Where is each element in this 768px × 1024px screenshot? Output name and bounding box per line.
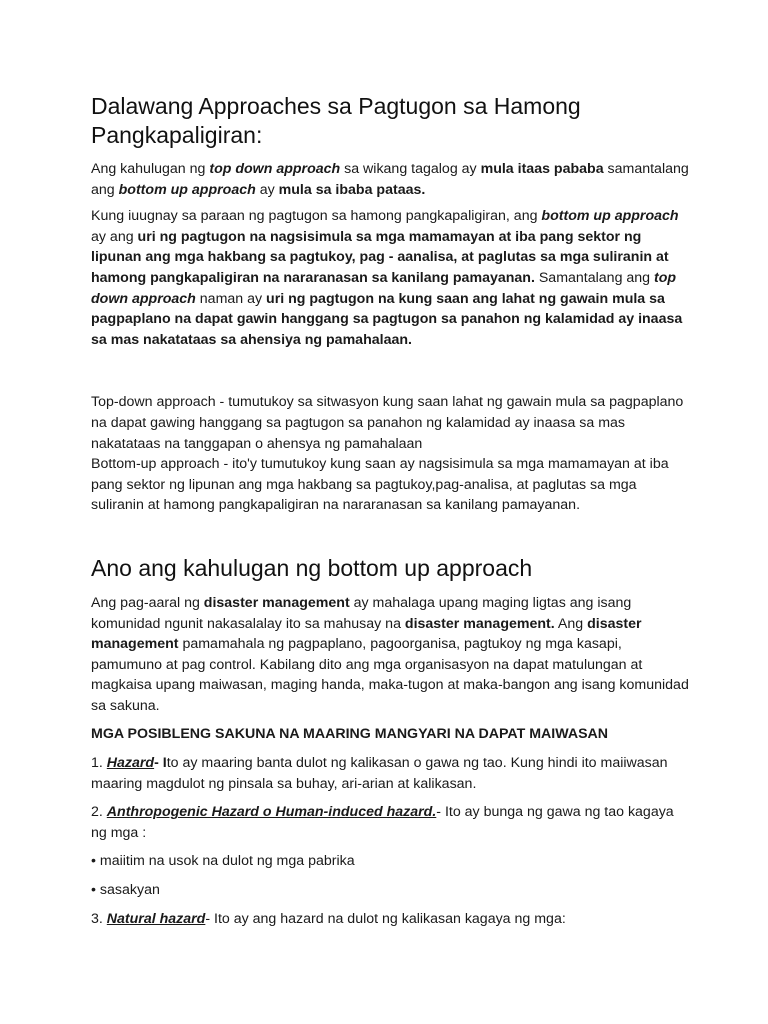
text-span: naman ay bbox=[195, 290, 267, 307]
top-down-definition: Top-down approach - tumutukoy sa sitwasyon kung saan lahat ng gawain mula sa pagpaplano na dapat gawing hanggang sa pagtugon sa panahon ng kalamidad ay inaasa sa mas nakatataas na tanggapan o ahensya ng pamahalaan bbox=[91, 394, 684, 452]
text-span: Ang pag-aaral ng bbox=[91, 594, 204, 611]
item-term: Hazard bbox=[106, 755, 155, 772]
hazards-heading: MGA POSIBLENG SAKUNA NA MAARING MANGYARI NA DAPAT MAIWASAN bbox=[91, 726, 609, 743]
bold-span: disaster management bbox=[91, 615, 642, 653]
list-item-anthropogenic bbox=[91, 802, 691, 843]
text-span: samantalang ang bbox=[91, 161, 689, 198]
text-span: ay mahalaga upang maging ligtas ang isang komunidad ngunit nakasalalay ito sa mahusay na bbox=[91, 594, 632, 632]
list-item-natural bbox=[91, 909, 691, 930]
text-span: ay ang bbox=[91, 228, 138, 245]
bold-span: uri ng pagtugon na kung saan ang lahat ng gawain mula sa pagpaplano na dapat gawin hanggang sa pagtugon sa panahon ng kalamidad ay inaasa sa mas nakatataas sa ahensiya ng pamahalaan. bbox=[91, 290, 683, 348]
text-span: pamamahala ng pagpaplano, pagoorganisa, pagtukoy ng mga kasapi, pamumuno at pag control. Kabilang dito ang mga organisasyon na dapat matulungan at magkaisa upang maiwasan, maging handa, maka-tugon at maka-bangon ang isang komunidad sa sakuna. bbox=[91, 636, 689, 714]
item-number: 2. bbox=[91, 804, 107, 821]
explanation-paragraph bbox=[91, 206, 691, 350]
item-text: - Ito ay bunga ng gawa ng tao kagaya ng mga : bbox=[91, 804, 674, 841]
bullet-item: • sasakyan bbox=[91, 882, 160, 899]
bold-span: disaster management. bbox=[404, 615, 555, 632]
bold-span: uri ng pagtugon na nagsisimula sa mga mamamayan at iba pang sektor ng lipunan ang mga hakbang sa pagtukoy, pag - aanalisa, at paglutas sa mga suliranin at hamong pangkapaligiran na nararanasan sa kanilang pamayanan. bbox=[91, 228, 669, 286]
text-span: Ang kahulugan ng bbox=[91, 161, 210, 177]
document-page bbox=[91, 92, 691, 937]
emphasis-span: top down approach bbox=[209, 161, 341, 177]
emphasis-span: bottom up approach bbox=[541, 208, 679, 225]
bold-span: - I bbox=[154, 755, 167, 772]
text-span: Samantalang ang bbox=[534, 269, 655, 286]
text-span: sa wikang tagalog ay bbox=[340, 161, 481, 177]
bottom-up-definition: Bottom-up approach - ito'y tumutukoy kung saan ay nagsisimula sa mga mamamayan at iba pang sektor ng lipunan ang mga hakbang sa pagtukoy,pag-analisa, at paglutas sa mga suliranin at hamong pangkapaligiran na nararanasan sa kanilang pamayanan. bbox=[91, 456, 669, 514]
item-number: 3. bbox=[91, 910, 107, 927]
disaster-management-paragraph bbox=[91, 593, 691, 717]
emphasis-span: bottom up approach bbox=[118, 181, 256, 198]
list-item-hazard bbox=[91, 753, 691, 794]
item-term: Anthropogenic Hazard o Human-induced hazard. bbox=[106, 804, 437, 821]
bold-span: mula itaas pababa bbox=[480, 161, 604, 177]
text-span: ay bbox=[255, 181, 279, 198]
item-number: 1. bbox=[91, 755, 107, 772]
text-span: Ang bbox=[554, 615, 588, 632]
bullet-item: • maiitim na usok na dulot ng mga pabrika bbox=[91, 853, 355, 870]
approach-definitions bbox=[91, 392, 691, 516]
bold-span: disaster management bbox=[203, 594, 350, 611]
emphasis-span: top down approach bbox=[91, 269, 677, 307]
page-title: Dalawang Approaches sa Pagtugon sa Hamong Pangkapaligiran: bbox=[91, 93, 581, 148]
item-term: Natural hazard bbox=[106, 910, 206, 927]
definition-paragraph bbox=[91, 159, 691, 200]
item-text: - Ito ay ang hazard na dulot ng kalikasan kagaya ng mga: bbox=[205, 910, 566, 927]
bold-span: mula sa ibaba pataas. bbox=[278, 181, 426, 198]
text-span: Kung iuugnay sa paraan ng pagtugon sa hamong pangkapaligiran, ang bbox=[91, 208, 542, 225]
section-heading: Ano ang kahulugan ng bottom up approach bbox=[91, 554, 533, 581]
item-text: to ay maaring banta dulot ng kalikasan o gawa ng tao. Kung hindi ito maiiwasan maaring magdulot ng pinsala sa buhay, ari-arian at kalikasan. bbox=[91, 755, 668, 792]
